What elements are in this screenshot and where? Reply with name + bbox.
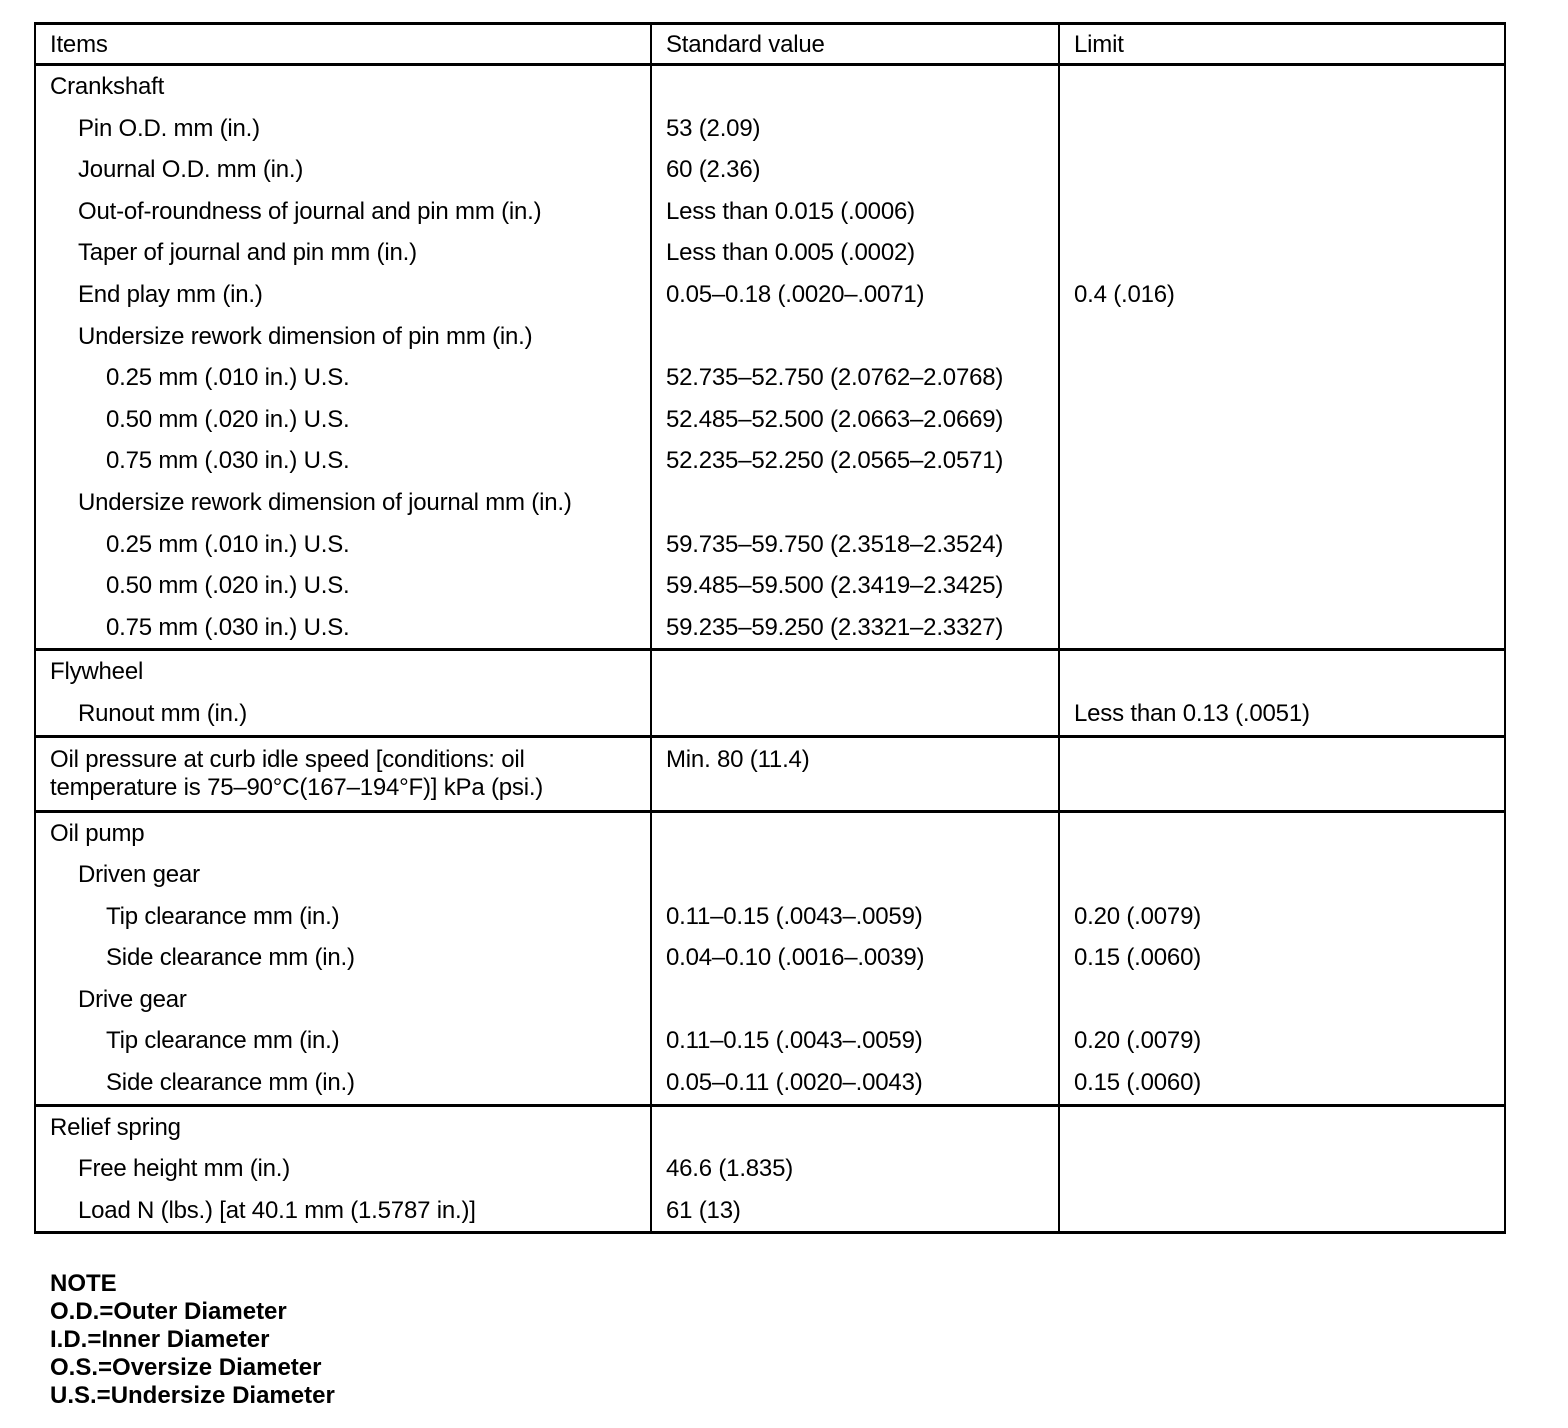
row-limit <box>1059 232 1505 274</box>
row-item: 0.75 mm (.030 in.) U.S. <box>35 607 651 650</box>
flywheel-title-row <box>35 650 1505 693</box>
note-line: I.D.=Inner Diameter <box>50 1326 270 1353</box>
row-standard-value: 59.485–59.500 (2.3419–2.3425) <box>651 565 1059 607</box>
subsection-title-driven-gear: Driven gear <box>35 854 651 896</box>
pin-undersize-title-row <box>35 316 1505 358</box>
table-row <box>35 1062 1505 1105</box>
row-item: 0.75 mm (.030 in.) U.S. <box>35 440 651 482</box>
table-row <box>35 937 1505 979</box>
row-standard-value: 0.11–0.15 (.0043–.0059) <box>651 896 1059 938</box>
row-standard-value: Less than 0.005 (.0002) <box>651 232 1059 274</box>
table-row <box>35 524 1505 566</box>
driven-gear-title-row <box>35 854 1505 896</box>
row-item: 0.50 mm (.020 in.) U.S. <box>35 399 651 441</box>
table-row <box>35 607 1505 650</box>
row-item: Runout mm (in.) <box>35 693 651 736</box>
row-standard-value: 52.735–52.750 (2.0762–2.0768) <box>651 357 1059 399</box>
row-limit: 0.4 (.016) <box>1059 274 1505 316</box>
row-item: Journal O.D. mm (in.) <box>35 149 651 191</box>
row-limit <box>1059 191 1505 233</box>
row-standard-value: 0.04–0.10 (.0016–.0039) <box>651 937 1059 979</box>
row-item: Free height mm (in.) <box>35 1148 651 1190</box>
note-title: NOTE <box>50 1270 117 1297</box>
row-standard-value: 46.6 (1.835) <box>651 1148 1059 1190</box>
oil-pressure-row <box>35 736 1505 811</box>
row-standard-value: 61 (13) <box>651 1190 1059 1233</box>
subsection-title-journal-undersize: Undersize rework dimension of journal mm (in.) <box>35 482 651 524</box>
row-item: Tip clearance mm (in.) <box>35 1020 651 1062</box>
section-title-relief-spring: Relief spring <box>35 1105 651 1148</box>
section-title-oil-pump: Oil pump <box>35 811 651 854</box>
row-standard-value: 60 (2.36) <box>651 149 1059 191</box>
drive-gear-title-row <box>35 979 1505 1021</box>
table-row <box>35 1020 1505 1062</box>
row-standard-value: 0.05–0.18 (.0020–.0071) <box>651 274 1059 316</box>
row-limit: 0.15 (.0060) <box>1059 937 1505 979</box>
row-standard-value: 52.235–52.250 (2.0565–2.0571) <box>651 440 1059 482</box>
row-standard-value: 0.05–0.11 (.0020–.0043) <box>651 1062 1059 1105</box>
row-item: Pin O.D. mm (in.) <box>35 108 651 150</box>
row-standard-value: 52.485–52.500 (2.0663–2.0669) <box>651 399 1059 441</box>
crankshaft-title-row <box>35 65 1505 108</box>
specifications-table <box>34 22 1506 1234</box>
table-row <box>35 1148 1505 1190</box>
row-item <box>35 736 651 811</box>
row-item: Tip clearance mm (in.) <box>35 896 651 938</box>
row-item: Side clearance mm (in.) <box>35 1062 651 1105</box>
row-standard-value: Less than 0.015 (.0006) <box>651 191 1059 233</box>
oil-pump-title-row <box>35 811 1505 854</box>
row-standard-value: 59.735–59.750 (2.3518–2.3524) <box>651 524 1059 566</box>
relief-spring-title-row <box>35 1105 1505 1148</box>
row-item: 0.25 mm (.010 in.) U.S. <box>35 357 651 399</box>
table-row <box>35 693 1505 736</box>
table-header-row <box>35 24 1505 65</box>
journal-undersize-title-row <box>35 482 1505 524</box>
subsection-title-drive-gear: Drive gear <box>35 979 651 1021</box>
note-line: U.S.=Undersize Diameter <box>50 1382 335 1409</box>
row-standard-value: Min. 80 (11.4) <box>651 736 1059 811</box>
table-row <box>35 399 1505 441</box>
header-items: Items <box>35 24 651 65</box>
note-line: O.D.=Outer Diameter <box>50 1298 287 1325</box>
table-row <box>35 149 1505 191</box>
note-block <box>50 1270 335 1410</box>
row-item: Out-of-roundness of journal and pin mm (in.) <box>35 191 651 233</box>
table-row <box>35 896 1505 938</box>
header-limit: Limit <box>1059 24 1505 65</box>
row-limit: Less than 0.13 (.0051) <box>1059 693 1505 736</box>
row-limit: 0.20 (.0079) <box>1059 896 1505 938</box>
row-item: Load N (lbs.) [at 40.1 mm (1.5787 in.)] <box>35 1190 651 1233</box>
oil-pressure-line-1: Oil pressure at curb idle speed [conditions: oil <box>50 745 525 773</box>
row-standard-value: 0.11–0.15 (.0043–.0059) <box>651 1020 1059 1062</box>
row-limit <box>1059 108 1505 150</box>
row-item: Side clearance mm (in.) <box>35 937 651 979</box>
subsection-title-pin-undersize: Undersize rework dimension of pin mm (in.) <box>35 316 651 358</box>
row-item: 0.50 mm (.020 in.) U.S. <box>35 565 651 607</box>
row-standard-value: 53 (2.09) <box>651 108 1059 150</box>
row-limit: 0.20 (.0079) <box>1059 1020 1505 1062</box>
row-limit: 0.15 (.0060) <box>1059 1062 1505 1105</box>
table-row <box>35 357 1505 399</box>
row-item: End play mm (in.) <box>35 274 651 316</box>
oil-pressure-line-2: temperature is 75–90°C(167–194°F)] kPa (psi.) <box>50 773 544 801</box>
note-line: O.S.=Oversize Diameter <box>50 1354 322 1381</box>
section-title-crankshaft: Crankshaft <box>35 65 651 108</box>
table-row <box>35 565 1505 607</box>
table-row <box>35 274 1505 316</box>
table-row <box>35 108 1505 150</box>
table-row <box>35 232 1505 274</box>
table-row <box>35 440 1505 482</box>
row-limit <box>1059 149 1505 191</box>
row-standard-value: 59.235–59.250 (2.3321–2.3327) <box>651 607 1059 650</box>
section-title-flywheel: Flywheel <box>35 650 651 693</box>
row-item: 0.25 mm (.010 in.) U.S. <box>35 524 651 566</box>
row-item: Taper of journal and pin mm (in.) <box>35 232 651 274</box>
table-row <box>35 1190 1505 1233</box>
table-row <box>35 191 1505 233</box>
header-standard-value: Standard value <box>651 24 1059 65</box>
